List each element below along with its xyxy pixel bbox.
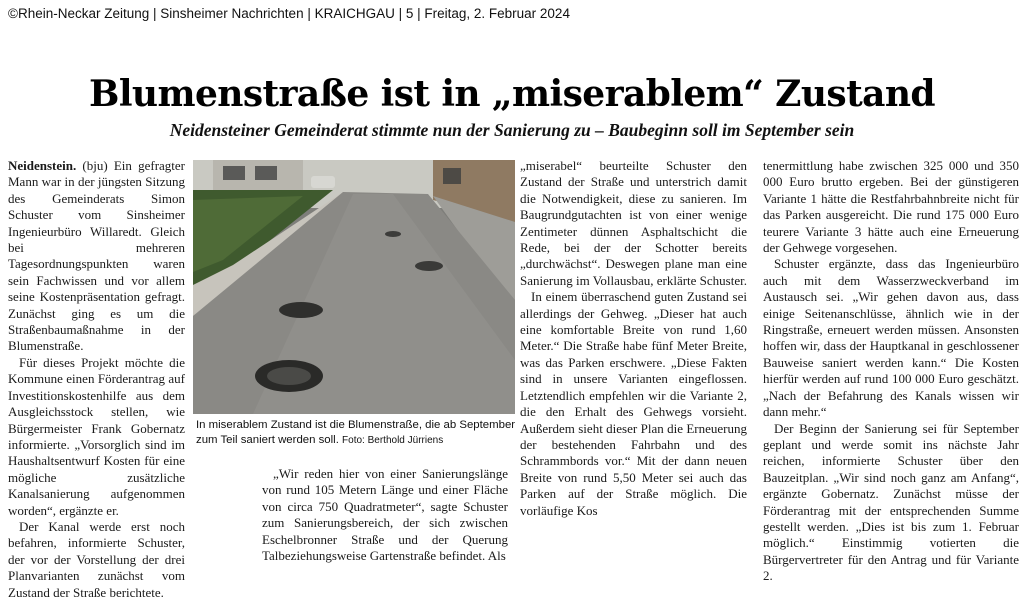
column-2 (262, 466, 508, 564)
paragraph-4: „Wir reden hier von einer Sanierungslänge von rund 105 Metern Länge und einer Fläche von circa 750 Quadratmeter“, sagte Schuster zum Sanierungsbereich, der sich zwischen Eschelbronner Straße und der Querung Talbeziehungsweise Gartenstraße befindet. Als (262, 466, 508, 564)
paragraph-2: Für dieses Projekt möchte die Kommune einen Förderantrag auf Investitionskostenhilfe aus dem Ausgleichsstock stellen, wie Bürgermeister Frank Gobernatz informierte. „Vorsorglich sind im Haushaltsentwurf Kosten für eine mögliche zusätzliche Kanalsanierung aufgenommen worden“, ergänzte er. (8, 354, 185, 518)
paragraph-8: Schuster ergänzte, dass das Ingenieurbüro auch mit dem Wasserzweckverband im Austausch sei. „Wir gehen davon aus, dass einige Seitenanschlüsse, ähnlich wie in der Ringstraße, erneuert werden müssen. Ansonsten hoffen wir, dass der Hauptkanal in geschlossener Bauweise saniert werden kann.“ Die Kosten hierfür werden auf rund 100 000 Euro geschätzt. „Nach der Befahrung des Kanals wissen wir dann mehr.“ (763, 256, 1019, 420)
street-photo (193, 160, 515, 414)
paragraph-9: Der Beginn der Sanierung sei für September geplant und werde somit ins nächste Jahr reichen, informierte Schuster über den Bauzeitplan. „Wir sind noch ganz am Anfang“, ergänzte Gobernatz. Zunächst müsse der Förderantrag mit der entsprechenden Summe gestellt werden. „Dies ist bis zum 1. Februar möglich.“ Einstimmig votierten die Bürgervertreter für den Antrag und für Variante 2. (763, 420, 1019, 584)
photo-caption (196, 418, 521, 448)
paragraph-3: Der Kanal werde erst noch befahren, informierte Schuster, der vor der Vorstellung der drei Planvarianten zunächst vom Zustand der Straße berichtete. (8, 518, 185, 600)
paragraph-1 (8, 158, 185, 355)
caption-text: In miserablem Zustand ist die Blumenstraße, die ab September zum Teil saniert werden soll. (196, 419, 516, 446)
paragraph-1-text: (bju) Ein gefragter Mann war in der jüngsten Sitzung des Gemeinderats Simon Schuster vom Sinsheimer Ingenieurbüro Willaredt. Gleich bei mehreren Tagesordnungspunkten waren sein Fachwissen und vor allem seine Kostenpräsentation gefragt. Zunächst ging es um die Straßenbaumaßnahme in der Blumenstraße. (8, 158, 185, 354)
photo-credit: Foto: Berthold Jürriens (342, 434, 444, 446)
column-3 (520, 158, 747, 519)
headline: Blumenstraße ist in „miserablem“ Zustand (89, 73, 935, 115)
paragraph-6: In einem überraschend guten Zustand sei allerdings der Gehweg. „Dieser hat auch eine komfortable Breite von rund 1,60 Meter.“ Die Straße habe fünf Meter Breite, was das Parken erschwere. „Diese Fakten sind in unsere Varianten eingeflossen. Letztendlich empfehlen wir die Variante 2, die den Erhalt des Gehwegs vorsieht. Außerdem sieht dieser Plan die Erneuerung der bestehenden Fahrbahn und des Schrammbords vor.“ Mit der dann neuen Breite von rund 5,50 Meter sei auch das Parken auf der Straße möglich. Die vorläufige Kos (520, 289, 747, 518)
dateline: Neidenstein. (8, 158, 77, 173)
paragraph-5: „miserabel“ beurteilte Schuster den Zustand der Straße und unterstrich damit die Notwendigkeit, diese zu sanieren. Im Baugrundgutachten ist von einer wenige Zentimeter dünnen Asphaltschicht die Rede, bei der der Schotter bereits „durchwächst“. Deswegen plane man eine Sanierung im Vollausbau, erklärte Schuster. (520, 158, 747, 288)
subheadline: Neidensteiner Gemeinderat stimmte nun der Sanierung zu – Baubeginn soll im September sein (169, 120, 855, 140)
column-1 (8, 158, 185, 601)
paragraph-7: tenermittlung habe zwischen 325 000 und 350 000 Euro brutto ergeben. Bei der günstigeren Variante 1 hätte die Restfahrbahnbreite nicht für das Parken ausgereicht. Die rund 175 000 Euro teurere Variante 3 hätte auch eine Erneuerung der Gehwege vorgesehen. (763, 158, 1019, 256)
column-4 (763, 158, 1019, 585)
publication-meta-line: ©Rhein-Neckar Zeitung | Sinsheimer Nachrichten | KRAICHGAU | 5 | Freitag, 2. Februar 2024 (8, 6, 570, 21)
